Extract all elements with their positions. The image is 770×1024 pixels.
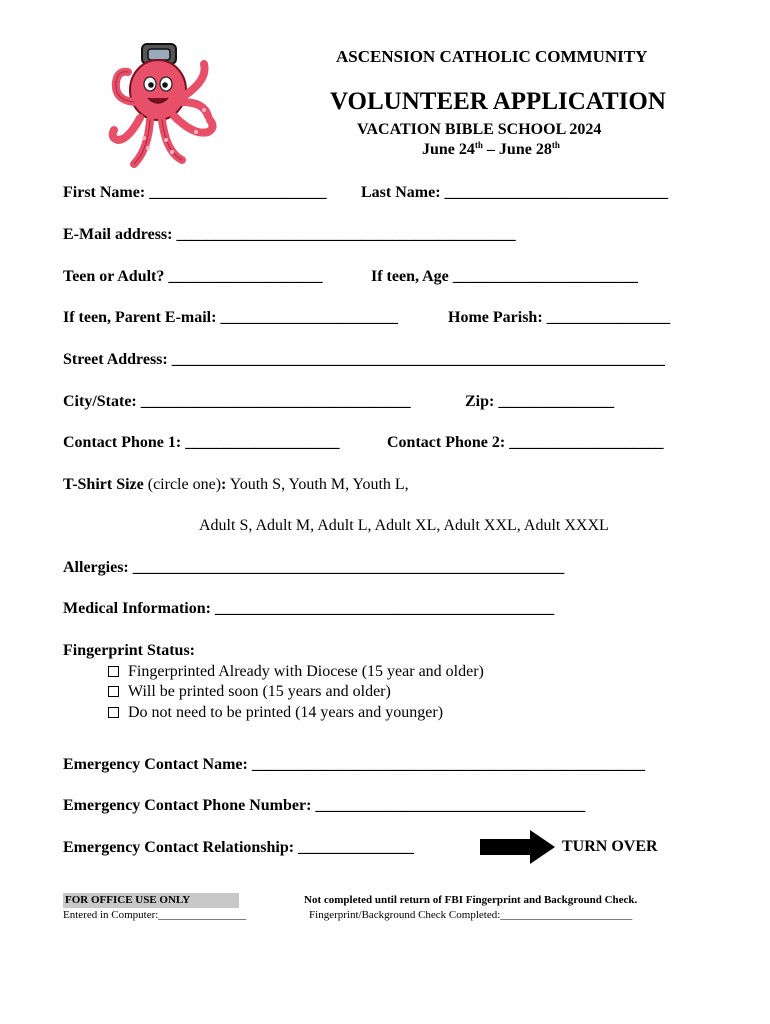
tshirt-size-label: T-Shirt Size — [63, 476, 144, 493]
email-label: E-Mail address: — [63, 226, 173, 243]
last-name-input[interactable]: _____________________________ — [444, 184, 668, 201]
emergency-relationship-input[interactable]: _______________ — [298, 839, 414, 856]
allergies-label: Allergies: — [63, 559, 129, 576]
teen-age-input[interactable]: ________________________ — [452, 268, 638, 285]
tshirt-youth-options[interactable]: Youth S, Youth M, Youth L, — [226, 476, 409, 493]
date-separator: – — [482, 141, 499, 158]
teen-age-field — [371, 268, 638, 286]
allergies-input[interactable]: ________________________________________________________ — [132, 559, 564, 576]
fingerprint-option[interactable] — [108, 663, 484, 681]
medical-info-input[interactable]: ____________________________________________ — [214, 600, 554, 617]
office-use-box — [63, 893, 246, 923]
home-parish-field — [448, 309, 670, 327]
tshirt-size-hint: (circle one) — [143, 476, 222, 493]
tshirt-adult-options[interactable]: Adult S, Adult M, Adult L, Adult XL, Adult XXL, Adult XXXL — [199, 517, 609, 534]
fingerprint-option-label: Will be printed soon (15 years and older) — [128, 683, 391, 700]
emergency-phone-field — [63, 797, 585, 815]
background-check-notice — [304, 893, 637, 923]
last-name-field — [361, 184, 668, 202]
background-check-note: Not completed until return of FBI Fingerprint and Background Check. — [304, 894, 638, 906]
contact-phone-1-field — [63, 434, 339, 452]
contact-phone-2-input[interactable]: ____________________ — [509, 434, 664, 451]
turn-over-note: TURN OVER — [562, 838, 658, 855]
teen-or-adult-field — [63, 268, 322, 286]
contact-phone-2-label: Contact Phone 2: — [387, 434, 506, 451]
emergency-name-input[interactable]: ___________________________________________________ — [251, 756, 645, 773]
organization-name: ASCENSION CATHOLIC COMMUNITY — [336, 47, 648, 66]
fingerprint-option-label: Fingerprinted Already with Diocese (15 year and older) — [128, 663, 484, 680]
end-date-suffix: th — [551, 140, 560, 150]
parent-email-input[interactable]: _______________________ — [220, 309, 398, 326]
first-name-field — [63, 184, 326, 202]
page-title: VOLUNTEER APPLICATION — [330, 88, 666, 115]
octopus-icon — [104, 40, 224, 180]
office-use-heading: FOR OFFICE USE ONLY — [63, 893, 239, 908]
last-name-label: Last Name: — [361, 184, 441, 201]
tshirt-size-field — [63, 476, 409, 494]
checkbox[interactable] — [108, 666, 119, 677]
tshirt-size-colon: : — [221, 476, 227, 493]
city-state-label: City/State: — [63, 393, 137, 410]
fingerprint-status-label: Fingerprint Status: — [63, 642, 195, 659]
emergency-name-field — [63, 756, 645, 774]
fingerprint-option[interactable] — [108, 704, 443, 722]
emergency-relationship-field — [63, 839, 414, 857]
event-dates — [422, 141, 560, 159]
parent-email-field — [63, 309, 398, 327]
zip-field — [465, 393, 614, 411]
teen-or-adult-input[interactable]: ____________________ — [168, 268, 323, 285]
city-state-input[interactable]: ___________________________________ — [140, 393, 411, 410]
contact-phone-1-label: Contact Phone 1: — [63, 434, 182, 451]
background-check-completed: Fingerprint/Background Check Completed:________________________ — [309, 909, 633, 921]
entered-in-computer: Entered in Computer:________________ — [63, 909, 247, 921]
end-date: June 28 — [498, 141, 552, 158]
emergency-phone-label: Emergency Contact Phone Number: — [63, 797, 312, 814]
home-parish-input[interactable]: ________________ — [546, 309, 670, 326]
start-date-suffix: th — [474, 140, 483, 150]
medical-info-label: Medical Information: — [63, 600, 211, 617]
city-state-field — [63, 393, 410, 411]
allergies-field — [63, 559, 564, 577]
emergency-relationship-label: Emergency Contact Relationship: — [63, 839, 295, 856]
first-name-label: First Name: — [63, 184, 146, 201]
parent-email-label: If teen, Parent E-mail: — [63, 309, 217, 326]
street-address-field — [63, 351, 665, 369]
contact-phone-2-field — [387, 434, 663, 452]
street-address-label: Street Address: — [63, 351, 168, 368]
medical-info-field — [63, 600, 554, 618]
first-name-input[interactable]: _______________________ — [149, 184, 327, 201]
right-arrow-icon — [480, 829, 556, 865]
teen-or-adult-label: Teen or Adult? — [63, 268, 165, 285]
checkbox[interactable] — [108, 686, 119, 697]
zip-label: Zip: — [465, 393, 495, 410]
email-input[interactable]: ____________________________________________ — [176, 226, 516, 243]
emergency-name-label: Emergency Contact Name: — [63, 756, 248, 773]
start-date: June 24 — [422, 141, 475, 158]
fingerprint-option[interactable] — [108, 683, 391, 701]
emergency-phone-input[interactable]: ___________________________________ — [315, 797, 585, 814]
street-address-input[interactable]: ________________________________________________________________ — [171, 351, 665, 368]
event-subtitle: VACATION BIBLE SCHOOL 2024 — [357, 121, 602, 138]
zip-input[interactable]: _______________ — [498, 393, 614, 410]
home-parish-label: Home Parish: — [448, 309, 543, 326]
checkbox[interactable] — [108, 707, 119, 718]
contact-phone-1-input[interactable]: ____________________ — [185, 434, 340, 451]
fingerprint-option-label: Do not need to be printed (14 years and younger) — [128, 704, 444, 721]
teen-age-label: If teen, Age — [371, 268, 449, 285]
email-field — [63, 226, 515, 244]
